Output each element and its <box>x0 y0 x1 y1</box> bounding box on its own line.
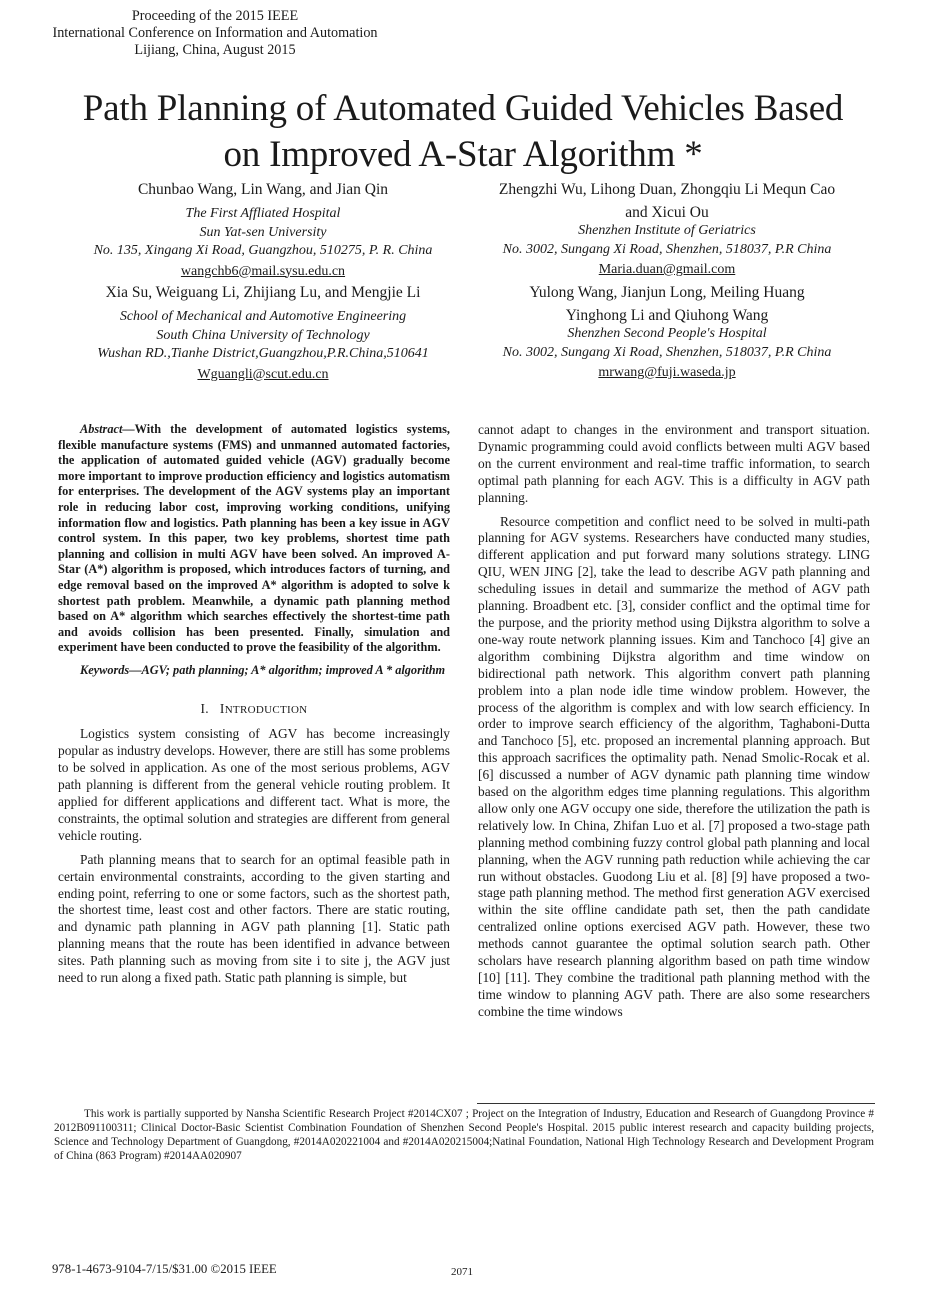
author-names: and Xicui Ou <box>625 204 709 221</box>
affiliation-line: Sun Yat-sen University <box>199 224 327 240</box>
keywords-text: AGV; path planning; A* algorithm; improved A * algorithm <box>141 662 446 677</box>
affiliation-line: South China University of Technology <box>156 327 370 343</box>
affiliation-line: Wushan RD.,Tianhe District,Guangzhou,P.R.China,510641 <box>97 346 429 361</box>
affiliation-line: No. 135, Xingang Xi Road, Guangzhou, 510275, P. R. China <box>93 243 433 258</box>
section-title-rest: NTRODUCTION <box>224 703 308 716</box>
author-block-3 <box>48 283 478 384</box>
author-names: Xia Su, Weiguang Li, Zhijiang Lu, and Mengjie Li <box>105 284 421 301</box>
author-email-link[interactable]: Maria.duan@gmail.com <box>598 262 736 277</box>
author-email-link[interactable]: Wguangli@scut.edu.cn <box>197 366 329 382</box>
proceeding-line-2: International Conference on Information and Automation <box>52 25 378 41</box>
author-names: Yinghong Li and Qiuhong Wang <box>565 307 769 324</box>
section-numeral: I. <box>200 700 209 716</box>
abstract <box>58 422 450 656</box>
proceeding-line-1: Proceeding of the 2015 IEEE <box>131 8 299 24</box>
author-block-1 <box>48 180 478 281</box>
title-line-2: on Improved A-Star Algorithm * <box>223 134 703 175</box>
left-column <box>58 422 450 994</box>
keywords-label: Keywords— <box>80 662 142 677</box>
keywords <box>58 663 450 679</box>
affiliation-line: No. 3002, Sungang Xi Road, Shenzhen, 518037, P.R China <box>502 241 832 257</box>
affiliation-line: Shenzhen Institute of Geriatrics <box>578 223 756 238</box>
author-names: Chunbao Wang, Lin Wang, and Jian Qin <box>137 181 389 198</box>
author-email-link[interactable]: wangchb6@mail.sysu.edu.cn <box>180 263 346 279</box>
intro-paragraph-4: Resource competition and conflict need to be solved in multi-path planning for AGV systems. Researchers have conducted many studies, different application and put forward many solutions strategy. LING QIU, WEN JING [2], take the lead to describe AGV path planning and scheduling issues in detail and summarize the method of AGV path planning. Broadbent etc. [3], consider conflict and the optimal time for the purpose, and the priority method using Dijkstra algorithm to solve a one-way route network planning issues. Kim and Tanchoco [4] give an algorithm combining Dijkstra algorithm and time window on bidirectional path network. This algorithm convert path planning problem into a plan node idle time window problem. However, the process of the algorithm is complex and with low search efficiency. In order to improve search efficiency of the algorithm, Taghaboni-Dutta and Tanchoco [5], etc. proposed an incremental planning approach. But this approach sacrifices the optimality path. Nenad Smolic-Rocak et al. [6] discussed a number of AGV dynamic path planning time window based on the algorithm edges time planning regulations. This algorithm allow only one AGV occupy one side, therefore the utilization the path is relatively low. In China, Zhifan Luo et al. [7] proposed a two-stage path planning method combining fuzzy control global path planning and local planning, when the AGV running path reduction while achieving the car run without obstacles. Guodong Liu et al. [8] [9] have proposed a two-stage path planning method. The method first generation AGV exercised within the site offline candidate path set, then the path candidate centralized online options exercised AGV path. However, these two methods cannot guarantee the optimal solution search path. Other scholars have research planning algorithm based on path time window [10] [11]. They combine the traditional path planning method with the time window to planning AGV path. There are also some researchers combine the time windows <box>478 513 870 1019</box>
proceeding-line-3: Lijiang, China, August 2015 <box>134 42 296 58</box>
affiliation-line: School of Mechanical and Automotive Engineering <box>119 309 407 324</box>
isbn-copyright: 978-1-4673-9104-7/15/$31.00 ©2015 IEEE <box>52 1262 277 1276</box>
abstract-text: With the development of automated logistics systems, flexible manufacture systems (FMS) and unmanned automated factories, the application of automated guided vehicle (AGV) gradually become more important to improve production efficiency and logistics automatism for enterprises. The development of the AGV systems play an important role in reducing labor cost, improving working conditions, unifying information flow and logistics. Path planning has been a key issue in AGV control system. In this paper, two key problems, shortest time path planning and collision in multi AGV have been solved. An improved A-Star (A*) algorithm is proposed, which introduces factors of turning, and edge removal based on the improved A* algorithm is adopted to solve k shortest path problem. Meanwhile, a dynamic path planning method based on A* algorithm which searches effectively the shortest-time path and avoids collision has been presented. Finally, simulation and experiment have been conducted to prove the feasibility of the algorithm. <box>58 422 450 655</box>
intro-paragraph-1: Logistics system consisting of AGV has become increasingly popular as industry develops. However, there are still has some problems to be solved in application. As one of the most serious problems, AGV path planning is different from the general vehicle routing problem. It applied for different applications and different tact. What is more, the constraints, the optimal solution and strategies are different from general vehicle routing. <box>58 726 450 843</box>
intro-paragraph-2: Path planning means that to search for an optimal feasible path in certain environmental constraints, according to the given starting and ending point, referring to one or some factors, such as the shortest path, the shortest time, least cost and other factors. There are static routing, and dynamic path planning in AGV path planning [1]. Static path planning means that the route has been identified in advance between sites. Path planning such as moving from site i to site j, the AGV just need to run along a fixed path. Static path planning is simple, but <box>58 851 450 986</box>
right-column <box>478 422 870 1028</box>
page-number: 2071 <box>451 1266 473 1278</box>
author-names: Zhengzhi Wu, Lihong Duan, Zhongqiu Li Mequn Cao <box>498 181 836 198</box>
section-title-first-letter: I <box>219 700 225 716</box>
title-line-1: Path Planning of Automated Guided Vehicles Based <box>82 88 844 129</box>
author-names: Yulong Wang, Jianjun Long, Meiling Huang <box>529 284 805 301</box>
section-heading-introduction <box>58 701 450 719</box>
intro-paragraph-3: cannot adapt to changes in the environment and transport situation. Dynamic programming could avoid conflicts between multi AGV based on the current environment and real-time traffic information, to search optimal path planning for each AGV. This is a difficulty in AGV path planning. <box>478 422 870 505</box>
affiliation-line: No. 3002, Sungang Xi Road, Shenzhen, 518037, P.R China <box>502 344 832 360</box>
author-email-link[interactable]: mrwang@fuji.waseda.jp <box>598 365 736 380</box>
author-block-2 <box>462 180 872 279</box>
author-block-4 <box>462 283 872 382</box>
paper-title <box>20 86 906 178</box>
proceeding-header <box>0 8 430 59</box>
funding-footnote: This work is partially supported by Nansha Scientific Research Project #2014CX07 ; Project on the Integration of Industry, Education and Research of Guangdong Province # 2012B091100311; Clinical Doctor-Basic Scientist Combination Foundation of Shenzhen Second People's Hospital. 2015 public interest research and capacity building projects, Science and Technology Department of Guangdong, #2014A020221004 and #2014A020215004;Natinal Foundation, National High Technology Research and Development Program of China (863 Program) #2014AA020907 <box>54 1108 874 1162</box>
affiliation-line: The First Affliated Hospital <box>185 206 341 221</box>
affiliation-line: Shenzhen Second People's Hospital <box>567 326 767 341</box>
abstract-label: Abstract— <box>80 422 135 436</box>
footnote-divider <box>477 1103 875 1104</box>
